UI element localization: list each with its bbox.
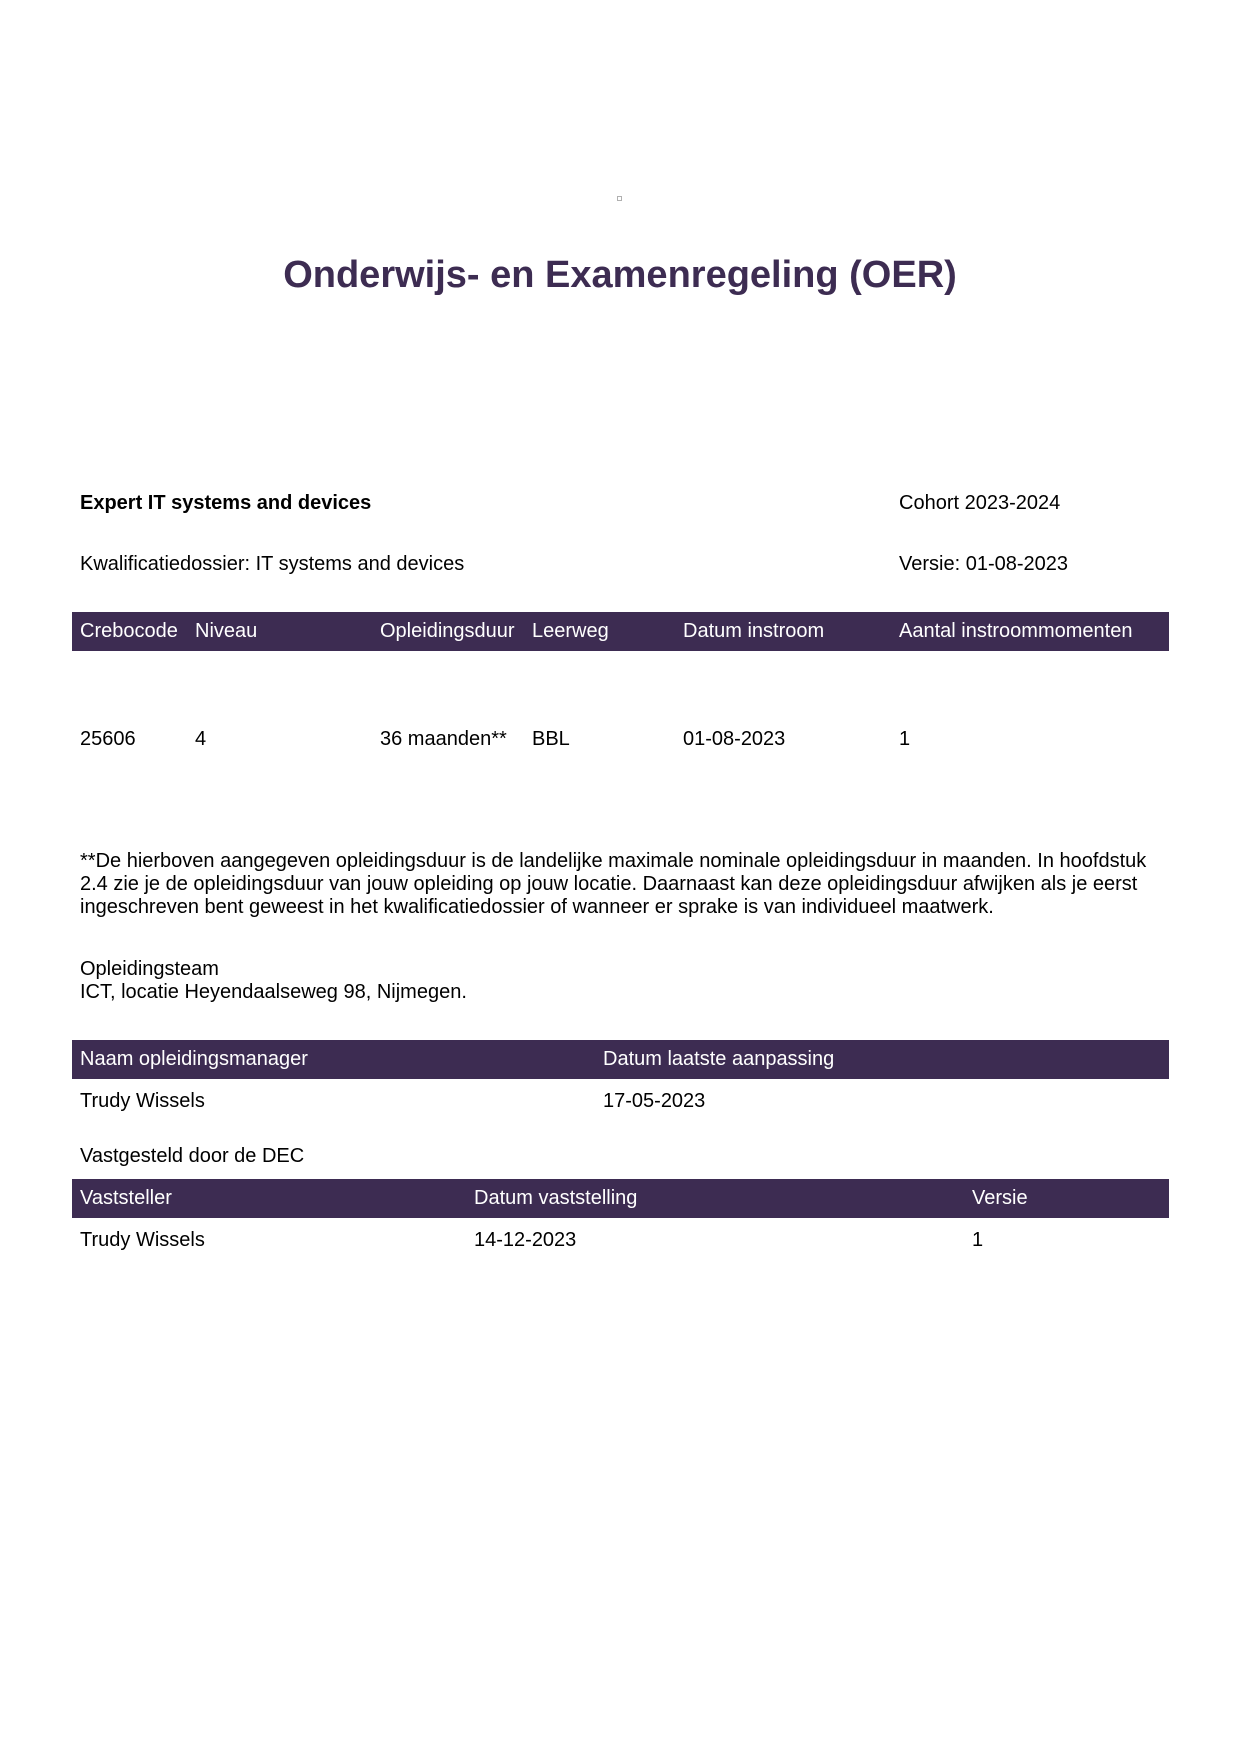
program-name: Expert IT systems and devices	[80, 492, 372, 514]
header-crebocode: Crebocode	[80, 620, 178, 642]
cell-last-modified: 17-05-2023	[603, 1090, 706, 1112]
dec-table-header	[72, 1179, 1169, 1218]
decorative-square-icon	[617, 196, 622, 201]
cell-datum-instroom: 01-08-2023	[683, 728, 786, 750]
cell-aantal-instroommomenten: 1	[899, 728, 911, 750]
dec-label: Vastgesteld door de DEC	[80, 1145, 305, 1167]
header-datum-instroom: Datum instroom	[683, 620, 825, 642]
cell-leerweg: BBL	[532, 728, 570, 750]
header-opleidingsduur: Opleidingsduur	[380, 620, 515, 642]
program-table-header	[72, 612, 1169, 651]
header-datum-vaststelling: Datum vaststelling	[474, 1187, 638, 1209]
version-label: Versie: 01-08-2023	[899, 553, 1069, 575]
footnote: **De hierboven aangegeven opleidingsduur is de landelijke maximale nominale opleidingsduur in maanden. In hoofdstuk 2.4 zie je de opleidingsduur van jouw opleiding op jouw locatie. Daarnaast kan deze opleidingsduur afwijken als je eerst ingeschreven bent geweest in het kwalificatiedossier of wanneer er sprake is van individueel maatwerk.	[80, 850, 1147, 918]
header-versie: Versie	[972, 1187, 1028, 1209]
header-aantal-instroommomenten: Aantal instroommomenten	[899, 620, 1133, 642]
cell-opleidingsduur: 36 maanden**	[380, 728, 507, 750]
cell-crebocode: 25606	[80, 728, 136, 750]
header-leerweg: Leerweg	[532, 620, 609, 642]
header-datum-laatste-aanpassing: Datum laatste aanpassing	[603, 1048, 835, 1070]
cohort-label: Cohort 2023-2024	[899, 492, 1061, 514]
cell-manager-name: Trudy Wissels	[80, 1090, 205, 1112]
qualification-label: Kwalificatiedossier: IT systems and devices	[80, 553, 465, 575]
manager-table-header	[72, 1040, 1169, 1079]
header-vaststeller: Vaststeller	[80, 1187, 172, 1209]
cell-datum-vaststelling: 14-12-2023	[474, 1229, 577, 1251]
cell-versie: 1	[972, 1229, 984, 1251]
cell-vaststeller: Trudy Wissels	[80, 1229, 205, 1251]
header-naam-opleidingsmanager: Naam opleidingsmanager	[80, 1048, 308, 1070]
header-niveau: Niveau	[195, 620, 258, 642]
team-location: ICT, locatie Heyendaalseweg 98, Nijmegen.	[80, 981, 467, 1003]
cell-niveau: 4	[195, 728, 207, 750]
team-label: Opleidingsteam	[80, 958, 219, 980]
page-title: Onderwijs- en Examenregeling (OER)	[283, 254, 957, 296]
